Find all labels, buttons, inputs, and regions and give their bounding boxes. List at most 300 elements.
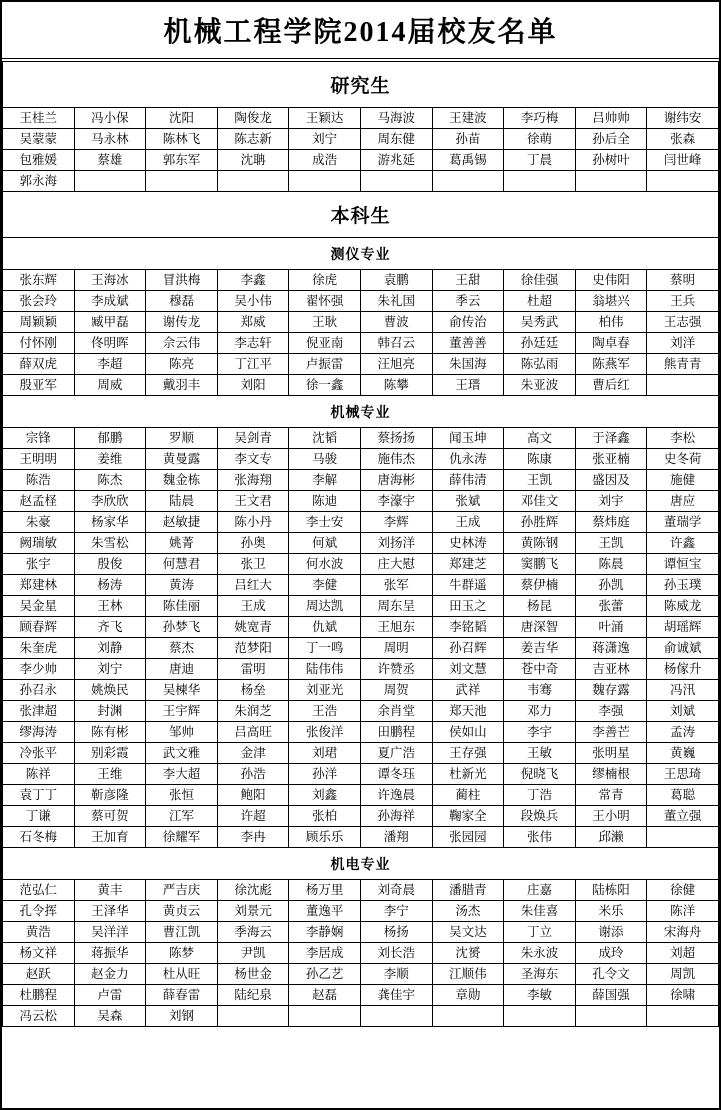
name-cell: 张卫 (217, 554, 289, 575)
name-cell: 薛伟清 (432, 470, 504, 491)
name-cell: 朱永波 (504, 943, 576, 964)
table-row (3, 596, 719, 617)
name-cell: 李志轩 (217, 333, 289, 354)
name-cell: 刘奇晨 (360, 880, 432, 901)
name-cell: 徐啸 (647, 985, 719, 1006)
name-cell: 阙瑞敏 (3, 533, 75, 554)
name-cell: 孙洋 (289, 764, 361, 785)
name-cell: 姚宽青 (217, 617, 289, 638)
name-cell: 仇斌 (289, 617, 361, 638)
name-cell: 朱奎虎 (3, 638, 75, 659)
table-row (3, 617, 719, 638)
name-cell: 冯云松 (3, 1006, 75, 1027)
table-row (3, 270, 719, 291)
name-cell: 王泽华 (74, 901, 146, 922)
name-cell: 王宇辉 (146, 701, 218, 722)
name-cell: 丁江平 (217, 354, 289, 375)
name-cell: 孙乙艺 (289, 964, 361, 985)
name-cell: 施健 (647, 470, 719, 491)
name-cell: 俞传治 (432, 312, 504, 333)
name-cell: 仇永涛 (432, 449, 504, 470)
name-cell: 谭冬珏 (360, 764, 432, 785)
table-row (3, 722, 719, 743)
name-cell: 张亚楠 (575, 449, 647, 470)
alumni-table (2, 61, 719, 1027)
name-cell: 魏金栋 (146, 470, 218, 491)
name-cell: 圣海东 (504, 964, 576, 985)
table-row (3, 943, 719, 964)
table-row (3, 659, 719, 680)
alumni-table-body (3, 62, 719, 1027)
name-cell: 丁浩 (504, 785, 576, 806)
name-cell: 孙浩 (217, 764, 289, 785)
name-cell: 许逸晨 (360, 785, 432, 806)
table-row (3, 375, 719, 396)
name-cell: 顾春辉 (3, 617, 75, 638)
name-cell: 缪楠根 (575, 764, 647, 785)
name-cell: 杨昆 (504, 596, 576, 617)
table-row (3, 638, 719, 659)
table-row (3, 901, 719, 922)
table-row (3, 512, 719, 533)
name-cell: 陈志新 (217, 129, 289, 150)
name-cell: 刘静 (74, 638, 146, 659)
name-cell: 许超 (217, 806, 289, 827)
name-cell: 李少帅 (3, 659, 75, 680)
name-cell: 孙玉璞 (647, 575, 719, 596)
table-row (3, 491, 719, 512)
name-cell: 王成 (432, 512, 504, 533)
table-row (3, 964, 719, 985)
name-cell: 杨万里 (289, 880, 361, 901)
name-cell: 陈攀 (360, 375, 432, 396)
empty-cell (217, 1006, 289, 1027)
name-cell: 付怀刚 (3, 333, 75, 354)
name-cell: 朱雪松 (74, 533, 146, 554)
name-cell: 李敏 (504, 985, 576, 1006)
name-cell: 刘钢 (146, 1006, 218, 1027)
empty-cell (360, 1006, 432, 1027)
table-row (3, 680, 719, 701)
name-cell: 孙梦飞 (146, 617, 218, 638)
name-cell: 郑天池 (432, 701, 504, 722)
name-cell: 韩召云 (360, 333, 432, 354)
name-cell: 吴洋洋 (74, 922, 146, 943)
name-cell: 王维 (74, 764, 146, 785)
table-row (3, 291, 719, 312)
name-cell: 刘宁 (74, 659, 146, 680)
name-cell: 严吉庆 (146, 880, 218, 901)
name-cell: 陶卓春 (575, 333, 647, 354)
name-cell: 张津超 (3, 701, 75, 722)
name-cell: 陈威龙 (647, 596, 719, 617)
name-cell: 石冬梅 (3, 827, 75, 848)
name-cell: 张俊洋 (289, 722, 361, 743)
name-cell: 王旭东 (360, 617, 432, 638)
name-cell: 陈杰 (74, 470, 146, 491)
name-cell: 孙召永 (3, 680, 75, 701)
name-cell: 佟明晖 (74, 333, 146, 354)
empty-cell (360, 171, 432, 192)
name-cell: 黄巍 (647, 743, 719, 764)
name-cell: 唐迪 (146, 659, 218, 680)
name-cell: 王加育 (74, 827, 146, 848)
name-cell: 黄浩 (3, 922, 75, 943)
name-cell: 卢雷 (74, 985, 146, 1006)
name-cell: 张东辉 (3, 270, 75, 291)
empty-cell (289, 1006, 361, 1027)
section-header-row (3, 238, 719, 270)
name-cell: 唐海彬 (360, 470, 432, 491)
name-cell: 闫世峰 (647, 150, 719, 171)
table-row (3, 150, 719, 171)
name-cell: 刘珺 (289, 743, 361, 764)
name-cell: 罗顺 (146, 428, 218, 449)
name-cell: 刘宇 (575, 491, 647, 512)
name-cell: 蔺柱 (432, 785, 504, 806)
name-cell: 王林 (74, 596, 146, 617)
table-row (3, 827, 719, 848)
name-cell: 陆栋阳 (575, 880, 647, 901)
section-header: 机电专业 (3, 848, 719, 880)
name-cell: 施伟杰 (360, 449, 432, 470)
name-cell: 徐沈彪 (217, 880, 289, 901)
name-cell: 郭永海 (3, 171, 75, 192)
name-cell: 宗锋 (3, 428, 75, 449)
table-row (3, 129, 719, 150)
name-cell: 杨家华 (74, 512, 146, 533)
name-cell: 杨文祥 (3, 943, 75, 964)
name-cell: 张会玲 (3, 291, 75, 312)
name-cell: 曹江凯 (146, 922, 218, 943)
name-cell: 吴小伟 (217, 291, 289, 312)
name-cell: 王建波 (432, 108, 504, 129)
name-cell: 丁晨 (504, 150, 576, 171)
table-row (3, 985, 719, 1006)
name-cell: 姚菁 (146, 533, 218, 554)
name-cell: 徐萌 (504, 129, 576, 150)
name-cell: 袁丁丁 (3, 785, 75, 806)
name-cell: 葛聪 (647, 785, 719, 806)
table-row (3, 171, 719, 192)
name-cell: 米乐 (575, 901, 647, 922)
name-cell: 李顺 (360, 964, 432, 985)
name-cell: 庄嘉 (504, 880, 576, 901)
name-cell: 高文 (504, 428, 576, 449)
name-cell: 武祥 (432, 680, 504, 701)
name-cell: 李成斌 (74, 291, 146, 312)
name-cell: 刘扬洋 (360, 533, 432, 554)
name-cell: 蒋振华 (74, 943, 146, 964)
name-cell: 李文专 (217, 449, 289, 470)
name-cell: 孙树叶 (575, 150, 647, 171)
name-cell: 李欣欣 (74, 491, 146, 512)
name-cell: 尹凯 (217, 943, 289, 964)
name-cell: 吴蒙蒙 (3, 129, 75, 150)
name-cell: 蔡伊楠 (504, 575, 576, 596)
name-cell: 倪晓飞 (504, 764, 576, 785)
name-cell: 曹波 (360, 312, 432, 333)
empty-cell (575, 1006, 647, 1027)
name-cell: 范弘仁 (3, 880, 75, 901)
name-cell: 王志强 (647, 312, 719, 333)
name-cell: 刘超 (647, 943, 719, 964)
name-cell: 徐一鑫 (289, 375, 361, 396)
name-cell: 薛国强 (575, 985, 647, 1006)
name-cell: 穆磊 (146, 291, 218, 312)
name-cell: 江军 (146, 806, 218, 827)
name-cell: 侯如山 (432, 722, 504, 743)
name-cell: 郑威 (217, 312, 289, 333)
name-cell: 孙胜辉 (504, 512, 576, 533)
name-cell: 殷亚军 (3, 375, 75, 396)
name-cell: 倪亚南 (289, 333, 361, 354)
name-cell: 马骏 (289, 449, 361, 470)
name-cell: 谭恒宝 (647, 554, 719, 575)
name-cell: 冯汛 (647, 680, 719, 701)
name-cell: 余肖堂 (360, 701, 432, 722)
page-title: 机械工程学院2014届校友名单 (2, 2, 719, 59)
name-cell: 吴楝华 (146, 680, 218, 701)
name-cell: 王耿 (289, 312, 361, 333)
name-cell: 于泽鑫 (575, 428, 647, 449)
name-cell: 游兆延 (360, 150, 432, 171)
name-cell: 陈林飞 (146, 129, 218, 150)
name-cell: 沈韬 (289, 428, 361, 449)
name-cell: 吴文达 (432, 922, 504, 943)
name-cell: 鲍阳 (217, 785, 289, 806)
name-cell: 孔令文 (575, 964, 647, 985)
name-cell: 何斌 (289, 533, 361, 554)
name-cell: 苍中奇 (504, 659, 576, 680)
name-cell: 夏广浩 (360, 743, 432, 764)
name-cell: 靳彦隆 (74, 785, 146, 806)
name-cell: 史伟阳 (575, 270, 647, 291)
name-cell: 周颖颖 (3, 312, 75, 333)
name-cell: 季海云 (217, 922, 289, 943)
name-cell: 李健 (289, 575, 361, 596)
name-cell: 蔡雄 (74, 150, 146, 171)
name-cell: 蒋潇逸 (575, 638, 647, 659)
name-cell: 陆纪泉 (217, 985, 289, 1006)
table-row (3, 554, 719, 575)
name-cell: 袁鹏 (360, 270, 432, 291)
name-cell: 庄大慰 (360, 554, 432, 575)
name-cell: 戴羽丰 (146, 375, 218, 396)
name-cell: 张斌 (432, 491, 504, 512)
name-cell: 盛因及 (575, 470, 647, 491)
name-cell: 董瑞学 (647, 512, 719, 533)
name-cell: 范梦阳 (217, 638, 289, 659)
name-cell: 周东健 (360, 129, 432, 150)
name-cell: 江顺伟 (432, 964, 504, 985)
name-cell: 刘洋 (647, 333, 719, 354)
name-cell: 翟怀强 (289, 291, 361, 312)
name-cell: 牛群遥 (432, 575, 504, 596)
name-cell: 王文君 (217, 491, 289, 512)
name-cell: 朱豪 (3, 512, 75, 533)
empty-cell (289, 171, 361, 192)
empty-cell (647, 1006, 719, 1027)
name-cell: 陈祥 (3, 764, 75, 785)
name-cell: 别彩霞 (74, 743, 146, 764)
name-cell: 杨扬 (360, 922, 432, 943)
name-cell: 柏伟 (575, 312, 647, 333)
name-cell: 窦鹏飞 (504, 554, 576, 575)
name-cell: 宋海舟 (647, 922, 719, 943)
name-cell: 封渊 (74, 701, 146, 722)
name-cell: 周威 (74, 375, 146, 396)
name-cell: 孙后全 (575, 129, 647, 150)
name-cell: 刘景元 (217, 901, 289, 922)
name-cell: 刘亚光 (289, 680, 361, 701)
name-cell: 陈小丹 (217, 512, 289, 533)
name-cell: 杜从旺 (146, 964, 218, 985)
name-cell: 季云 (432, 291, 504, 312)
name-cell: 俞诚斌 (647, 638, 719, 659)
table-row (3, 312, 719, 333)
name-cell: 马海波 (360, 108, 432, 129)
name-cell: 何水波 (289, 554, 361, 575)
name-cell: 李静娴 (289, 922, 361, 943)
name-cell: 魏存露 (575, 680, 647, 701)
name-cell: 田鹏程 (360, 722, 432, 743)
table-row (3, 922, 719, 943)
name-cell: 蔡可贺 (74, 806, 146, 827)
name-cell: 马永林 (74, 129, 146, 150)
name-cell: 姜维 (74, 449, 146, 470)
name-cell: 吉亚林 (575, 659, 647, 680)
name-cell: 谢传龙 (146, 312, 218, 333)
empty-cell (146, 171, 218, 192)
name-cell: 吴秀武 (504, 312, 576, 333)
name-cell: 葛禹锡 (432, 150, 504, 171)
empty-cell (647, 171, 719, 192)
name-cell: 赵金力 (74, 964, 146, 985)
table-row (3, 533, 719, 554)
name-cell: 李宁 (360, 901, 432, 922)
name-cell: 李冉 (217, 827, 289, 848)
name-cell: 李超 (74, 354, 146, 375)
name-cell: 徐健 (647, 880, 719, 901)
name-cell: 汪旭亮 (360, 354, 432, 375)
name-cell: 张伟 (504, 827, 576, 848)
name-cell: 曹后红 (575, 375, 647, 396)
name-cell: 郑建林 (3, 575, 75, 596)
name-cell: 周东呈 (360, 596, 432, 617)
name-cell: 董逸平 (289, 901, 361, 922)
section-header: 测仪专业 (3, 238, 719, 270)
name-cell: 姚焕民 (74, 680, 146, 701)
empty-cell (217, 171, 289, 192)
name-cell: 殷俊 (74, 554, 146, 575)
empty-cell (504, 1006, 576, 1027)
name-cell: 蔡扬扬 (360, 428, 432, 449)
table-row (3, 575, 719, 596)
name-cell: 邹帅 (146, 722, 218, 743)
name-cell: 蔡明 (647, 270, 719, 291)
name-cell: 徐耀军 (146, 827, 218, 848)
name-cell: 杜超 (504, 291, 576, 312)
name-cell: 陈有彬 (74, 722, 146, 743)
name-cell: 周明 (360, 638, 432, 659)
name-cell: 佘云伟 (146, 333, 218, 354)
name-cell: 叶涌 (575, 617, 647, 638)
name-cell: 王浩 (289, 701, 361, 722)
name-cell: 杨傢升 (647, 659, 719, 680)
name-cell: 朱礼国 (360, 291, 432, 312)
name-cell: 王凯 (575, 533, 647, 554)
empty-cell (74, 171, 146, 192)
name-cell: 刘文慧 (432, 659, 504, 680)
empty-cell (575, 171, 647, 192)
name-cell: 陈燕军 (575, 354, 647, 375)
name-cell: 沈聃 (217, 150, 289, 171)
name-cell: 唐深智 (504, 617, 576, 638)
name-cell: 陈康 (504, 449, 576, 470)
name-cell: 董立强 (647, 806, 719, 827)
name-cell: 陈浩 (3, 470, 75, 491)
table-row (3, 108, 719, 129)
name-cell: 刘斌 (647, 701, 719, 722)
name-cell: 鞠家全 (432, 806, 504, 827)
table-row (3, 449, 719, 470)
name-cell: 陆伟伟 (289, 659, 361, 680)
name-cell: 吕红大 (217, 575, 289, 596)
name-cell: 许鑫 (647, 533, 719, 554)
name-cell: 卢振雷 (289, 354, 361, 375)
table-row (3, 428, 719, 449)
name-cell: 王敏 (504, 743, 576, 764)
name-cell: 杨垒 (217, 680, 289, 701)
name-cell: 段焕兵 (504, 806, 576, 827)
name-cell: 许赞丞 (360, 659, 432, 680)
name-cell: 黄陈钢 (504, 533, 576, 554)
name-cell: 常青 (575, 785, 647, 806)
section-header: 本科生 (3, 192, 719, 238)
name-cell: 冷张平 (3, 743, 75, 764)
name-cell: 黄贞云 (146, 901, 218, 922)
name-cell: 李宇 (504, 722, 576, 743)
name-cell: 朱国海 (432, 354, 504, 375)
name-cell: 郁鹏 (74, 428, 146, 449)
table-row (3, 764, 719, 785)
name-cell: 黄涛 (146, 575, 218, 596)
name-cell: 史林涛 (432, 533, 504, 554)
name-cell: 黄丰 (74, 880, 146, 901)
table-row (3, 701, 719, 722)
name-cell: 谢添 (575, 922, 647, 943)
table-row (3, 743, 719, 764)
name-cell: 成玲 (575, 943, 647, 964)
name-cell: 孙召辉 (432, 638, 504, 659)
name-cell: 丁谦 (3, 806, 75, 827)
name-cell: 成浩 (289, 150, 361, 171)
name-cell: 胡瑶辉 (647, 617, 719, 638)
name-cell: 孙凯 (575, 575, 647, 596)
name-cell: 蔡杰 (146, 638, 218, 659)
name-cell: 邱濑 (575, 827, 647, 848)
name-cell: 张海翔 (217, 470, 289, 491)
name-cell: 赵孟柽 (3, 491, 75, 512)
name-cell: 王颖达 (289, 108, 361, 129)
name-cell: 赵跃 (3, 964, 75, 985)
name-cell: 杜新光 (432, 764, 504, 785)
name-cell: 张恒 (146, 785, 218, 806)
name-cell: 龚佳宇 (360, 985, 432, 1006)
name-cell: 闻玉坤 (432, 428, 504, 449)
name-cell: 王瑨 (432, 375, 504, 396)
